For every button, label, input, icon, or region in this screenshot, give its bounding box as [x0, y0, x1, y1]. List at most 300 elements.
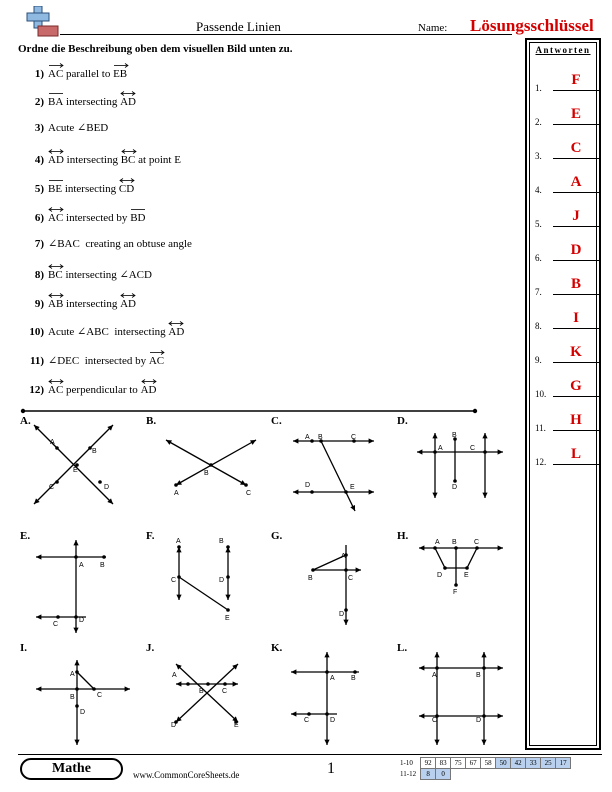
seg-symbol-icon: [130, 207, 146, 212]
seg-symbol-icon: [48, 178, 64, 183]
arrowhead-icon: [356, 567, 361, 572]
answer-value: D: [570, 242, 582, 258]
point-label: C: [304, 717, 310, 724]
score-cell: 58: [481, 758, 496, 769]
question-item: [18, 178, 134, 194]
point-marker: [310, 490, 314, 494]
question-text: intersecting: [63, 154, 121, 166]
answer-number: 6.: [535, 253, 542, 263]
arrowhead-icon: [498, 665, 503, 670]
point-marker: [75, 704, 79, 708]
question-number: 8): [34, 269, 44, 281]
arrowhead-icon: [291, 669, 296, 674]
point-label: D: [80, 709, 86, 716]
arrowhead-icon: [481, 652, 486, 657]
answer-value: J: [572, 208, 580, 224]
score-cell: 8: [421, 769, 436, 780]
point-marker: [307, 712, 311, 716]
question-item: [18, 321, 184, 337]
question-item: [18, 120, 108, 136]
answer-blank[interactable]: [553, 192, 599, 193]
point-marker: [435, 666, 439, 670]
point-marker: [55, 480, 59, 484]
line-notation: [119, 178, 134, 197]
point-label: C: [351, 434, 357, 441]
separator-segment: [20, 408, 478, 414]
answer-blank[interactable]: [553, 362, 599, 363]
question-text: intersected by: [63, 212, 131, 224]
point-label: C: [171, 577, 177, 584]
answer-value: I: [573, 310, 579, 326]
point-label: B: [100, 562, 105, 569]
arrowhead-icon: [432, 493, 437, 498]
point-marker: [56, 615, 60, 619]
point-names: AD: [140, 384, 157, 396]
seg-notation: [48, 91, 63, 110]
point-label: A: [341, 553, 346, 560]
answer-number: 5.: [535, 219, 542, 229]
arrowhead-icon: [343, 620, 348, 625]
figure-line: [321, 441, 355, 511]
arrowhead-icon: [434, 740, 439, 745]
figure-option: [20, 642, 140, 747]
question-text: intersecting: [63, 96, 121, 108]
point-names: EB: [113, 68, 128, 80]
answer-blank[interactable]: [553, 260, 599, 261]
score-cell: 75: [451, 758, 466, 769]
point-label: D: [305, 482, 311, 489]
figure-line: [77, 672, 94, 689]
point-label: D: [104, 484, 110, 491]
point-label: C: [246, 490, 252, 497]
figure-option: [146, 642, 266, 747]
arrowhead-icon: [498, 713, 503, 718]
arrowhead-icon: [498, 545, 503, 550]
page-number: 1: [327, 760, 335, 777]
answer-number: 10.: [535, 389, 547, 399]
answer-number: 12.: [535, 457, 547, 467]
score-cell: 25: [541, 758, 556, 769]
answer-number: 4.: [535, 185, 542, 195]
website-link[interactable]: www.CommonCoreSheets.de: [133, 770, 240, 780]
answer-row: [535, 71, 599, 93]
line-symbol-icon: [141, 379, 157, 384]
point-label: F: [453, 589, 458, 596]
point-label: D: [452, 484, 458, 491]
score-cell: 50: [496, 758, 511, 769]
figure-label: A.: [20, 415, 31, 427]
point-marker: [344, 490, 348, 494]
figure-label: I.: [20, 642, 28, 654]
point-label: D: [476, 717, 482, 724]
figure-option: [397, 642, 517, 747]
question-number: 3): [34, 122, 44, 134]
line-notation: [48, 379, 63, 398]
point-marker: [74, 555, 78, 559]
answer-value: G: [570, 378, 582, 394]
arrowhead-icon: [36, 686, 41, 691]
point-names: BE: [48, 183, 63, 195]
figure-label: L.: [397, 642, 408, 654]
figure-line: [176, 440, 256, 485]
arrowhead-icon: [36, 614, 41, 619]
question-number: 10): [29, 326, 44, 338]
question-item: [18, 63, 127, 79]
point-marker: [102, 555, 106, 559]
point-label: B: [308, 575, 313, 582]
point-label: E: [225, 615, 230, 622]
figure-label: D.: [397, 415, 408, 427]
answer-row: [535, 411, 599, 433]
figure-label: K.: [271, 642, 283, 654]
line-notation: [141, 379, 157, 398]
question-text: Acute ∠ABC intersecting: [48, 326, 169, 338]
arrowhead-icon: [369, 489, 374, 494]
figure-option: [146, 530, 266, 635]
answer-row: [535, 241, 599, 263]
point-marker: [433, 450, 437, 454]
point-marker: [475, 546, 479, 550]
point-names: AC: [48, 212, 64, 224]
line-symbol-icon: [119, 178, 135, 183]
point-label: E: [234, 722, 239, 729]
figure-diagram: [20, 530, 140, 635]
answer-number: 11.: [535, 423, 546, 433]
point-label: D: [79, 617, 85, 624]
score-cell: 92: [421, 758, 436, 769]
answer-blank[interactable]: [553, 328, 599, 329]
point-marker: [454, 546, 458, 550]
point-label: D: [339, 611, 345, 618]
point-label: B: [219, 538, 224, 545]
point-names: CD: [118, 183, 135, 195]
point-label: C: [222, 688, 228, 695]
figure-option: [146, 415, 266, 520]
point-marker: [443, 566, 447, 570]
point-label: A: [70, 671, 75, 678]
line-notation: [120, 91, 136, 110]
answer-row: [535, 309, 599, 331]
arrowhead-icon: [293, 438, 298, 443]
question-text: ∠DEC intersected by: [48, 355, 149, 367]
question-number: 7): [34, 238, 44, 250]
arrowhead-icon: [419, 665, 424, 670]
figure-diagram: [271, 415, 391, 520]
point-label: C: [470, 445, 476, 452]
answer-row: [535, 207, 599, 229]
point-label: A: [172, 672, 177, 679]
footer-rule: [18, 754, 602, 755]
line-symbol-icon: [48, 207, 64, 212]
point-label: B: [70, 694, 75, 701]
point-marker: [454, 583, 458, 587]
question-text: Acute ∠BED: [48, 122, 109, 134]
line-symbol-icon: [120, 293, 136, 298]
answer-row: [535, 377, 599, 399]
point-label: A: [435, 539, 440, 546]
point-marker: [483, 450, 487, 454]
score-cell: 33: [526, 758, 541, 769]
figure-label: G.: [271, 530, 283, 542]
ray-symbol-icon: [48, 63, 64, 68]
question-item: [18, 91, 136, 107]
answer-row: [535, 105, 599, 127]
point-marker: [482, 666, 486, 670]
logo-icon: [20, 6, 60, 40]
figure-label: J.: [146, 642, 155, 654]
answer-number: 3.: [535, 151, 542, 161]
point-label: D: [171, 722, 177, 729]
point-names: AD: [48, 154, 64, 166]
line-notation: [168, 321, 184, 340]
answer-row: [535, 173, 599, 195]
answer-number: 7.: [535, 287, 542, 297]
figure-diagram: [146, 415, 266, 520]
line-notation: [48, 207, 63, 226]
arrowhead-icon: [74, 660, 79, 665]
answer-blank[interactable]: [553, 294, 599, 295]
point-marker: [226, 575, 230, 579]
point-names: AB: [48, 298, 64, 310]
score-table: [398, 757, 571, 780]
point-label: B: [92, 448, 97, 455]
point-label: B: [318, 434, 323, 441]
point-marker: [311, 568, 315, 572]
point-marker: [226, 608, 230, 612]
point-names: AD: [120, 298, 136, 310]
point-marker: [186, 682, 190, 686]
figure-line: [435, 548, 445, 568]
point-label: A: [305, 434, 310, 441]
figure-line: [467, 548, 477, 568]
figure-option: [271, 642, 391, 747]
arrowhead-icon: [36, 554, 41, 559]
figure-diagram: [146, 530, 266, 635]
score-cell: 42: [511, 758, 526, 769]
answers-header: Antworten: [535, 45, 591, 55]
answer-value: H: [570, 412, 582, 428]
answer-blank[interactable]: [553, 158, 599, 159]
arrowhead-icon: [125, 686, 130, 691]
point-label: C: [97, 692, 103, 699]
point-marker: [174, 483, 178, 487]
question-number: 2): [34, 96, 44, 108]
point-label: C: [348, 575, 354, 582]
answer-row: [535, 343, 599, 365]
point-label: A: [174, 490, 179, 497]
answer-value: K: [570, 344, 582, 360]
arrowhead-icon: [482, 433, 487, 438]
point-names: AD: [120, 96, 136, 108]
line-notation: [48, 149, 64, 168]
figure-diagram: [271, 530, 391, 635]
question-text: at point E: [135, 154, 181, 166]
figure-diagram: [397, 530, 517, 635]
answer-blank[interactable]: [553, 226, 599, 227]
point-marker: [75, 687, 79, 691]
point-label: A: [438, 445, 443, 452]
question-item: [18, 379, 156, 395]
arrowhead-icon: [225, 595, 230, 600]
arrowhead-icon: [74, 740, 79, 745]
header-rule: [60, 34, 512, 35]
point-label: A: [79, 562, 84, 569]
point-marker: [344, 608, 348, 612]
question-item: [18, 264, 152, 280]
figure-option: [397, 415, 517, 520]
point-marker: [433, 546, 437, 550]
figure-option: [397, 530, 517, 635]
arrowhead-icon: [481, 740, 486, 745]
point-marker: [74, 615, 78, 619]
question-item: [18, 350, 164, 366]
answer-row: [535, 445, 599, 467]
question-number: 11): [29, 355, 44, 367]
question-item: [18, 207, 145, 223]
point-marker: [465, 566, 469, 570]
answer-number: 2.: [535, 117, 542, 127]
answer-value: A: [570, 174, 582, 190]
point-names: BC: [48, 269, 63, 281]
point-marker: [325, 712, 329, 716]
point-marker: [55, 446, 59, 450]
answer-blank[interactable]: [553, 464, 599, 465]
figure-diagram: [20, 642, 140, 747]
brand-badge: Mathe: [20, 758, 123, 780]
ray-notation: [149, 350, 164, 369]
point-marker: [98, 480, 102, 484]
point-names: BC: [120, 154, 136, 166]
point-label: A: [50, 439, 55, 446]
question-text: intersecting: [63, 298, 121, 310]
question-number: 12): [29, 384, 44, 396]
arrowhead-icon: [417, 449, 422, 454]
question-number: 4): [34, 154, 44, 166]
line-notation: [48, 293, 63, 312]
answer-value: E: [570, 106, 581, 122]
point-label: C: [53, 621, 59, 628]
question-text: ∠BAC creating an obtuse angle: [48, 238, 192, 250]
arrowhead-icon: [73, 628, 78, 633]
name-label: Name:: [418, 22, 448, 34]
point-marker: [209, 463, 213, 467]
question-text: parallel to: [63, 68, 114, 80]
score-cell: 0: [436, 769, 451, 780]
point-label: B: [452, 432, 457, 439]
arrowhead-icon: [434, 652, 439, 657]
seg-symbol-icon: [48, 91, 64, 96]
answer-number: 1.: [535, 83, 542, 93]
figure-label: H.: [397, 530, 409, 542]
line-notation: [120, 293, 136, 312]
arrowhead-icon: [419, 713, 424, 718]
score-row: [398, 758, 571, 769]
question-number: 9): [34, 298, 44, 310]
line-notation: [48, 264, 63, 283]
figure-label: C.: [271, 415, 282, 427]
point-names: AC: [148, 355, 165, 367]
arrowhead-icon: [432, 433, 437, 438]
ray-notation: [48, 63, 63, 82]
point-label: E: [464, 572, 469, 579]
figure-option: [271, 415, 391, 520]
arrowhead-icon: [498, 449, 503, 454]
ray-notation: [113, 63, 127, 82]
question-text: perpendicular to: [63, 384, 141, 396]
figure-diagram: [146, 642, 266, 747]
answer-value: B: [570, 276, 581, 292]
arrowhead-icon: [369, 438, 374, 443]
score-cell: 17: [556, 758, 571, 769]
answer-value: C: [570, 140, 582, 156]
point-label: E: [350, 484, 355, 491]
point-label: B: [199, 688, 204, 695]
point-marker: [325, 670, 329, 674]
seg-notation: [48, 178, 62, 197]
answer-number: 8.: [535, 321, 542, 331]
figure-label: E.: [20, 530, 31, 542]
arrowhead-icon: [482, 493, 487, 498]
figure-diagram: [271, 642, 391, 747]
figure-option: [20, 530, 140, 635]
page-title: Passende Linien: [196, 19, 281, 34]
point-marker: [92, 687, 96, 691]
point-marker: [344, 568, 348, 572]
point-label: A: [330, 675, 335, 682]
score-cell: 67: [466, 758, 481, 769]
answer-blank[interactable]: [553, 430, 599, 431]
point-names: AC: [48, 68, 64, 80]
answer-blank[interactable]: [553, 90, 599, 91]
line-notation: [121, 149, 136, 168]
figure-line: [166, 440, 246, 485]
point-label: B: [351, 675, 356, 682]
line-symbol-icon: [48, 293, 64, 298]
arrowhead-icon: [176, 681, 181, 686]
answer-value: L: [570, 446, 581, 462]
point-label: C: [432, 717, 438, 724]
point-label: E: [73, 467, 78, 474]
arrowhead-icon: [324, 652, 329, 657]
answer-number: 9.: [535, 355, 542, 365]
arrowhead-icon: [176, 595, 181, 600]
point-marker: [310, 439, 314, 443]
figure-diagram: [20, 415, 140, 520]
figure-diagram: [397, 415, 517, 520]
score-cell: 83: [436, 758, 451, 769]
question-number: 5): [34, 183, 44, 195]
line-symbol-icon: [120, 91, 136, 96]
answer-blank[interactable]: [553, 396, 599, 397]
ray-symbol-icon: [113, 63, 129, 68]
arrowhead-icon: [291, 711, 296, 716]
point-label: D: [330, 717, 336, 724]
answer-value: F: [571, 72, 581, 88]
point-marker: [206, 682, 210, 686]
point-marker: [177, 545, 181, 549]
ray-symbol-icon: [149, 350, 165, 355]
answer-blank[interactable]: [553, 124, 599, 125]
point-label: C: [49, 484, 55, 491]
point-label: A: [432, 672, 437, 679]
score-range-label: 1-10: [400, 759, 413, 767]
point-marker: [223, 682, 227, 686]
figure-label: F.: [146, 530, 155, 542]
question-item: [18, 293, 136, 309]
arrowhead-icon: [233, 681, 238, 686]
line-symbol-icon: [121, 149, 137, 154]
point-label: D: [437, 572, 443, 579]
